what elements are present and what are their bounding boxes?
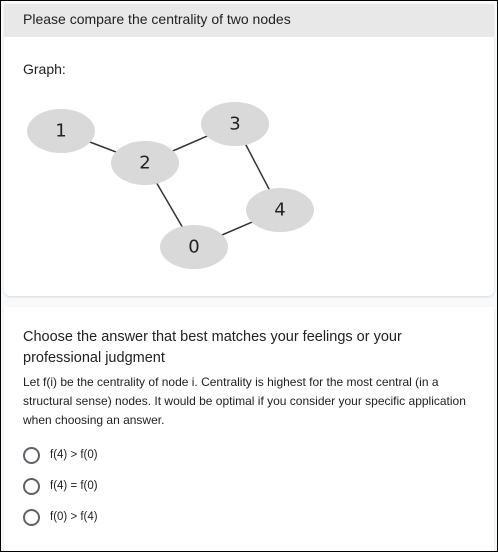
option-label: f(4) = f(0) xyxy=(50,480,98,492)
node-label-0: 0 xyxy=(188,236,200,258)
option-label: f(4) > f(0) xyxy=(50,449,98,461)
graph-node-4 xyxy=(246,188,314,232)
radio-button[interactable] xyxy=(23,478,40,495)
graph-node-0 xyxy=(160,225,228,269)
graph-card xyxy=(4,4,494,296)
option-label: f(0) > f(4) xyxy=(50,511,98,523)
radio-button[interactable] xyxy=(23,509,40,526)
page-title: Please compare the centrality of two nodes xyxy=(23,11,291,27)
graph-node-3 xyxy=(201,102,269,146)
graph-label: Graph: xyxy=(23,61,66,77)
option-4-eq-0[interactable] xyxy=(23,476,98,496)
graph-node-2 xyxy=(111,141,179,185)
question-title: Choose the answer that best matches your feelings or your professional judgment xyxy=(23,329,402,366)
node-label-1: 1 xyxy=(55,120,67,142)
node-label-2: 2 xyxy=(139,152,151,174)
graph-node-1 xyxy=(27,109,95,153)
question-card xyxy=(4,307,494,551)
option-0-gt-4[interactable] xyxy=(23,507,98,527)
question-description: Let f(i) be the centrality of node i. Centrality is highest for the most central (in a structural sense) nodes. It would be optimal if you consider your specific application when choosing an answer. xyxy=(23,375,466,427)
graph-figure xyxy=(4,4,494,296)
node-label-4: 4 xyxy=(274,199,286,221)
radio-button[interactable] xyxy=(23,447,40,464)
option-4-gt-0[interactable] xyxy=(23,445,98,465)
node-label-3: 3 xyxy=(229,113,241,135)
